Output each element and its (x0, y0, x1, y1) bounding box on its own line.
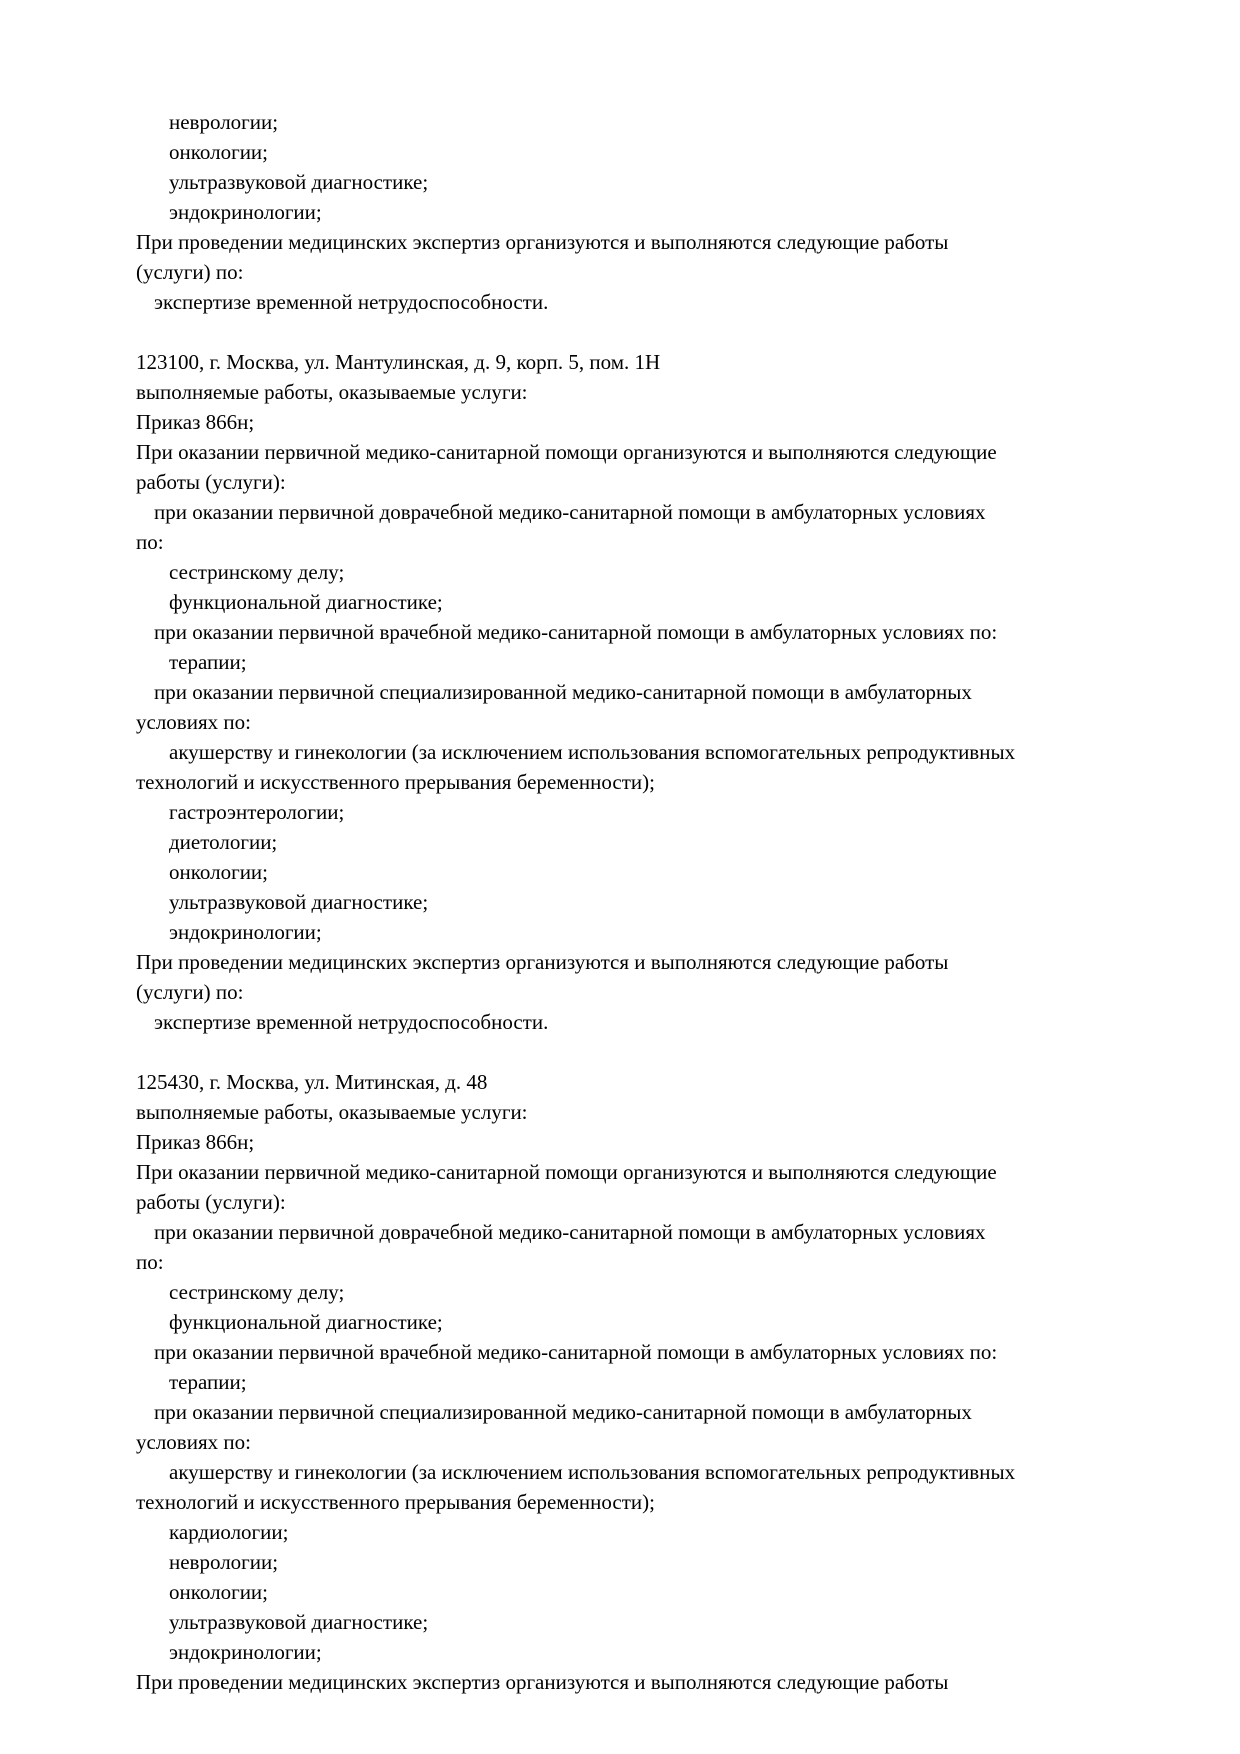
document-line: Приказ 866н; (136, 1130, 255, 1154)
document-line: экспертизе временной нетрудоспособности. (154, 1010, 549, 1034)
document-line: ультразвуковой диагностике; (169, 890, 429, 914)
document-line: сестринскому делу; (169, 1280, 345, 1304)
document-line: условиях по: (136, 710, 251, 734)
document-line: выполняемые работы, оказываемые услуги: (136, 1100, 528, 1124)
blank-line (136, 317, 1136, 347)
document-line: При проведении медицинских экспертиз организуются и выполняются следующие работы (136, 950, 949, 974)
document-line: акушерству и гинекологии (за исключением использования вспомогательных репродуктивных (169, 740, 1016, 764)
document-line: диетологии; (169, 830, 278, 854)
document-line: неврологии; (169, 110, 279, 134)
document-line: 125430, г. Москва, ул. Митинская, д. 48 (136, 1070, 488, 1094)
document-line: ультразвуковой диагностике; (169, 170, 429, 194)
document-line: функциональной диагностике; (169, 590, 443, 614)
document-line: ультразвуковой диагностике; (169, 1610, 429, 1634)
document-line: при оказании первичной доврачебной медико-санитарной помощи в амбулаторных условиях (154, 500, 986, 524)
document-line: онкологии; (169, 1580, 269, 1604)
document-line: (услуги) по: (136, 980, 244, 1004)
document-line: Приказ 866н; (136, 410, 255, 434)
document-line: при оказании первичной специализированной медико-санитарной помощи в амбулаторных (154, 1400, 972, 1424)
document-line: при оказании первичной доврачебной медико-санитарной помощи в амбулаторных условиях (154, 1220, 986, 1244)
document-line: При оказании первичной медико-санитарной помощи организуются и выполняются следующие (136, 440, 997, 464)
document-line: При проведении медицинских экспертиз организуются и выполняются следующие работы (136, 1670, 949, 1694)
document-line: онкологии; (169, 860, 269, 884)
document-line: 123100, г. Москва, ул. Мантулинская, д. 9, корп. 5, пом. 1Н (136, 350, 661, 374)
document-line: по: (136, 530, 164, 554)
document-line: При проведении медицинских экспертиз организуются и выполняются следующие работы (136, 230, 949, 254)
document-line: работы (услуги): (136, 470, 286, 494)
document-line: При оказании первичной медико-санитарной помощи организуются и выполняются следующие (136, 1160, 997, 1184)
blank-line (136, 1037, 1136, 1067)
document-line: кардиологии; (169, 1520, 289, 1544)
document-line: технологий и искусственного прерывания беременности); (136, 1490, 655, 1514)
document-line: эндокринологии; (169, 920, 322, 944)
document-line: функциональной диагностике; (169, 1310, 443, 1334)
document-line: сестринскому делу; (169, 560, 345, 584)
document-line: эндокринологии; (169, 1640, 322, 1664)
document-line: экспертизе временной нетрудоспособности. (154, 290, 549, 314)
document-line: выполняемые работы, оказываемые услуги: (136, 380, 528, 404)
document-line: при оказании первичной специализированной медико-санитарной помощи в амбулаторных (154, 680, 972, 704)
document-line: неврологии; (169, 1550, 279, 1574)
document-body (136, 107, 1136, 1697)
document-line: при оказании первичной врачебной медико-санитарной помощи в амбулаторных условиях по: (154, 1340, 998, 1364)
document-line: (услуги) по: (136, 260, 244, 284)
document-line: технологий и искусственного прерывания беременности); (136, 770, 655, 794)
document-line: работы (услуги): (136, 1190, 286, 1214)
document-line: при оказании первичной врачебной медико-санитарной помощи в амбулаторных условиях по: (154, 620, 998, 644)
document-line: акушерству и гинекологии (за исключением использования вспомогательных репродуктивных (169, 1460, 1016, 1484)
document-line: терапии; (169, 1370, 247, 1394)
document-line: гастроэнтерологии; (169, 800, 345, 824)
document-line: онкологии; (169, 140, 269, 164)
document-line: эндокринологии; (169, 200, 322, 224)
document-line: по: (136, 1250, 164, 1274)
document-line: терапии; (169, 650, 247, 674)
document-line: условиях по: (136, 1430, 251, 1454)
